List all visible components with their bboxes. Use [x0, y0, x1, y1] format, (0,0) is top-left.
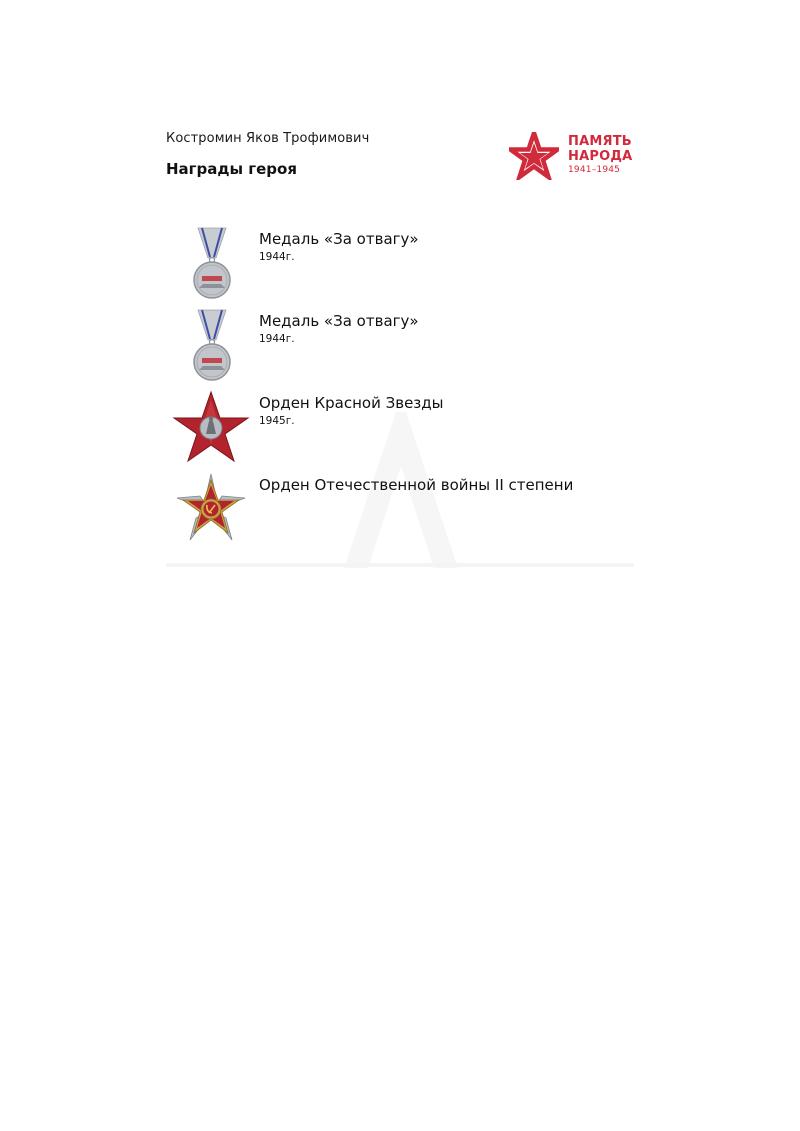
- medal-for-courage-icon: [172, 226, 250, 302]
- award-year: 1945г.: [259, 415, 295, 427]
- awards-list: [166, 226, 634, 554]
- pamyat-naroda-logo: [509, 132, 639, 180]
- award-item: [166, 390, 634, 472]
- award-item: [166, 308, 634, 390]
- section-title: Награды героя: [166, 160, 297, 178]
- award-name: Медаль «За отвагу»: [259, 312, 419, 330]
- medal-for-courage-icon: [172, 308, 250, 384]
- award-name: Орден Отечественной войны II степени: [259, 476, 574, 494]
- award-item: [166, 226, 634, 308]
- order-patriotic-war-icon: [172, 472, 250, 548]
- award-name: Медаль «За отвагу»: [259, 230, 419, 248]
- logo-line-1: ПАМЯТЬ: [568, 134, 632, 149]
- hero-name: Костромин Яков Трофимович: [166, 131, 370, 146]
- red-star-logo-icon: [509, 132, 559, 180]
- award-name: Орден Красной Звезды: [259, 394, 444, 412]
- order-red-star-icon: [172, 390, 250, 466]
- award-item: [166, 472, 634, 554]
- logo-line-2: НАРОДА: [568, 149, 633, 164]
- award-year: 1944г.: [259, 251, 295, 263]
- logo-years: 1941–1945: [568, 165, 621, 175]
- award-year: 1944г.: [259, 333, 295, 345]
